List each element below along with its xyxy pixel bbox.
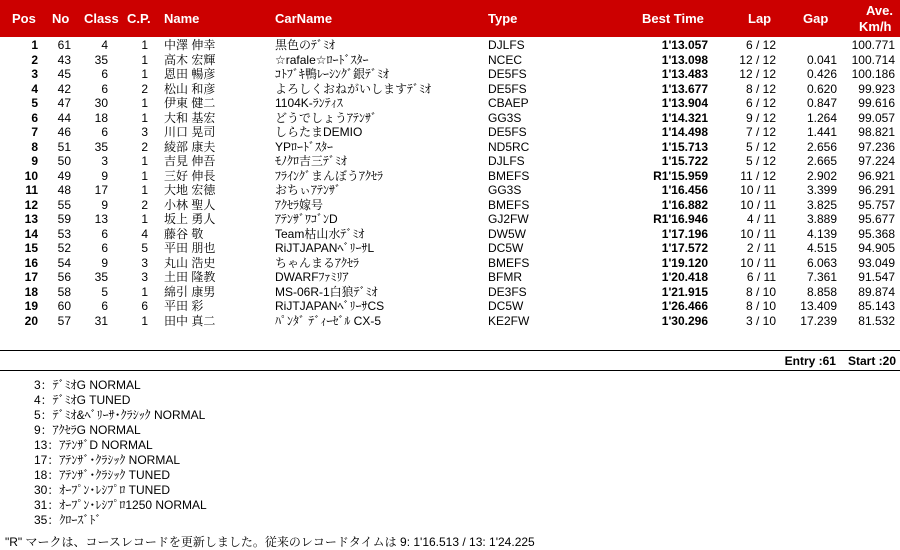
average-speed-cell: 96.921 <box>858 168 895 183</box>
driver-name-cell: 田中 真二 <box>164 313 216 328</box>
car-type-cell: CBAEP <box>488 96 529 110</box>
class-legend-item: 31：ｵｰﾌﾟﾝ･ﾚｼﾌﾟﾛ1250 NORMAL <box>34 498 207 512</box>
best-time-cell: 1'13.904 <box>661 96 708 110</box>
class-position-cell: 1 <box>141 96 148 110</box>
lap-cell: 12 / 12 <box>739 52 776 67</box>
class-cell: 35 <box>94 139 108 154</box>
car-type-cell: DC5W <box>488 241 524 255</box>
average-speed-cell: 99.923 <box>858 81 895 96</box>
average-speed-cell: 97.224 <box>858 154 895 168</box>
gap-cell: 0.847 <box>806 96 837 110</box>
class-cell: 9 <box>101 197 108 212</box>
header-gap: Gap <box>803 11 829 26</box>
position-cell: 5 <box>31 96 38 110</box>
class-legend-item: 3：ﾃﾞﾐｵG NORMAL <box>34 378 141 392</box>
lap-cell: 6 / 12 <box>745 96 776 110</box>
car-number-cell: 51 <box>57 139 71 154</box>
gap-cell: 2.656 <box>806 139 837 154</box>
average-speed-cell: 93.049 <box>858 255 895 270</box>
class-cell: 35 <box>94 52 108 67</box>
table-row <box>0 299 900 314</box>
driver-name-cell: 三好 伸長 <box>164 168 216 183</box>
driver-name-cell: 伊東 健二 <box>164 96 216 110</box>
car-type-cell: DE5FS <box>488 67 527 81</box>
header-cp: C.P. <box>127 11 151 26</box>
table-row <box>0 227 900 242</box>
best-time-cell: 1'19.120 <box>661 255 708 270</box>
driver-name-cell: 川口 晃司 <box>164 125 216 139</box>
table-row <box>0 169 900 184</box>
table-row <box>0 314 900 329</box>
header-lap: Lap <box>748 11 772 26</box>
header-name: Name <box>164 11 200 26</box>
best-time-cell: 1'16.882 <box>661 197 708 212</box>
driver-name-cell: 藤谷 敬 <box>164 226 204 241</box>
header-type: Type <box>488 11 518 26</box>
driver-name-cell: 坂上 勇人 <box>164 212 216 226</box>
average-speed-cell: 98.821 <box>858 125 895 139</box>
car-number-cell: 46 <box>57 125 71 139</box>
car-type-cell: DC5W <box>488 299 524 313</box>
best-time-cell: 1'17.572 <box>661 241 708 255</box>
car-number-cell: 60 <box>57 299 71 313</box>
results-table <box>0 38 900 328</box>
lap-cell: 12 / 12 <box>739 67 776 81</box>
gap-cell: 2.665 <box>806 154 837 168</box>
average-speed-cell: 100.186 <box>851 67 895 81</box>
driver-name-cell: 大地 宏徳 <box>164 183 216 197</box>
class-cell: 6 <box>101 67 108 81</box>
class-cell: 6 <box>101 241 108 255</box>
header-class: Class <box>84 11 119 26</box>
car-number-cell: 42 <box>57 81 71 96</box>
position-cell: 10 <box>24 168 38 183</box>
driver-name-cell: 高木 宏輝 <box>164 52 216 67</box>
car-name-cell: よろしくおねがいしますﾃﾞﾐｵ <box>275 81 432 96</box>
average-speed-cell: 95.757 <box>858 197 895 212</box>
average-speed-cell: 99.057 <box>858 110 895 125</box>
class-position-cell: 3 <box>141 255 148 270</box>
best-time-cell: 1'13.098 <box>661 52 708 67</box>
gap-cell: 13.409 <box>800 299 837 313</box>
car-name-cell: ちゃんまるｱｸｾﾗ <box>275 255 360 270</box>
table-row <box>0 38 900 53</box>
car-number-cell: 47 <box>57 96 71 110</box>
position-cell: 2 <box>31 52 38 67</box>
class-cell: 6 <box>101 81 108 96</box>
position-cell: 14 <box>24 226 38 241</box>
table-row <box>0 256 900 271</box>
class-legend <box>34 378 207 528</box>
car-name-cell: ﾓﾉｸﾛ吉三ﾃﾞﾐｵ <box>275 154 348 168</box>
class-cell: 4 <box>101 38 108 52</box>
class-cell: 9 <box>101 168 108 183</box>
driver-name-cell: 綾部 康夫 <box>164 139 216 154</box>
car-name-cell: RiJTJAPANﾍﾞﾘｰｻCS <box>275 299 385 313</box>
header-kmh: Km/h <box>859 19 892 34</box>
car-number-cell: 61 <box>57 38 71 52</box>
class-position-cell: 3 <box>141 125 148 139</box>
gap-cell: 1.441 <box>806 125 837 139</box>
class-cell: 9 <box>101 255 108 270</box>
best-time-cell: 1'15.713 <box>661 139 708 154</box>
table-row <box>0 53 900 68</box>
driver-name-cell: 大和 基宏 <box>164 110 216 125</box>
gap-cell: 3.889 <box>806 212 837 226</box>
gap-cell: 3.399 <box>806 183 837 197</box>
best-time-cell: 1'20.418 <box>661 270 708 284</box>
lap-cell: 6 / 11 <box>746 270 776 284</box>
class-cell: 18 <box>94 110 108 125</box>
gap-cell: 2.902 <box>806 168 837 183</box>
class-legend-item: 9：ｱｸｾﾗG NORMAL <box>34 423 141 437</box>
average-speed-cell: 100.714 <box>851 52 895 67</box>
average-speed-cell: 96.291 <box>858 183 895 197</box>
header-carname: CarName <box>275 11 333 26</box>
class-position-cell: 2 <box>141 81 148 96</box>
class-position-cell: 2 <box>141 197 148 212</box>
car-name-cell: 1104K-ﾗﾝﾃｨｽ <box>275 96 343 110</box>
start-count: Start :20 <box>847 354 896 368</box>
gap-cell: 0.041 <box>806 52 837 67</box>
car-type-cell: GG3S <box>488 183 522 197</box>
car-number-cell: 43 <box>57 52 71 67</box>
position-cell: 9 <box>31 154 38 168</box>
car-name-cell: どうでしょうｱﾃﾝｻﾞ <box>275 110 378 125</box>
driver-name-cell: 丸山 浩史 <box>164 255 216 270</box>
summary-bottom-rule <box>0 370 900 371</box>
class-cell: 3 <box>101 154 108 168</box>
best-time-cell: 1'13.483 <box>661 67 708 81</box>
class-cell: 35 <box>94 270 108 284</box>
class-cell: 6 <box>101 125 108 139</box>
best-time-cell: R1'15.959 <box>653 168 708 183</box>
class-position-cell: 5 <box>141 241 148 255</box>
class-position-cell: 1 <box>141 183 148 197</box>
lap-cell: 10 / 11 <box>740 183 776 197</box>
class-position-cell: 1 <box>141 154 148 168</box>
class-position-cell: 4 <box>141 226 148 241</box>
table-row <box>0 96 900 111</box>
class-cell: 5 <box>101 284 108 299</box>
car-type-cell: KE2FW <box>488 313 530 328</box>
best-time-cell: 1'30.296 <box>661 313 708 328</box>
car-name-cell: ｺﾄﾌﾞｷ鴨ﾚｰｼﾝｸﾞ銀ﾃﾞﾐｵ <box>275 67 390 81</box>
average-speed-cell: 94.905 <box>858 241 895 255</box>
position-cell: 13 <box>24 212 38 226</box>
best-time-cell: 1'16.456 <box>661 183 708 197</box>
lap-cell: 6 / 12 <box>745 38 776 52</box>
car-type-cell: DE5FS <box>488 125 527 139</box>
gap-cell: 4.139 <box>806 226 837 241</box>
best-time-cell: 1'13.677 <box>661 81 708 96</box>
gap-cell: 1.264 <box>806 110 837 125</box>
class-position-cell: 1 <box>141 67 148 81</box>
class-position-cell: 1 <box>141 313 148 328</box>
car-name-cell: おちぃｱﾃﾝｻﾞ <box>275 183 342 197</box>
car-number-cell: 56 <box>57 270 71 284</box>
lap-cell: 10 / 11 <box>740 197 776 212</box>
class-cell: 30 <box>94 96 108 110</box>
driver-name-cell: 土田 隆教 <box>164 270 216 284</box>
class-cell: 6 <box>101 226 108 241</box>
table-row <box>0 212 900 227</box>
class-position-cell: 1 <box>141 110 148 125</box>
car-type-cell: DW5W <box>488 226 526 241</box>
class-position-cell: 1 <box>141 212 148 226</box>
car-name-cell: ☆rafale☆ﾛｰﾄﾞｽﾀｰ <box>275 52 369 67</box>
header-best-time: Best Time <box>642 11 704 26</box>
driver-name-cell: 松山 和彦 <box>164 81 216 96</box>
car-name-cell: ｱｸｾﾗ嫁号 <box>275 197 324 212</box>
car-number-cell: 48 <box>57 183 71 197</box>
table-row <box>0 140 900 155</box>
table-row <box>0 67 900 82</box>
car-type-cell: BFMR <box>488 270 522 284</box>
best-time-cell: 1'13.057 <box>661 38 708 52</box>
position-cell: 11 <box>25 183 38 197</box>
gap-cell: 7.361 <box>806 270 837 284</box>
position-cell: 17 <box>24 270 38 284</box>
driver-name-cell: 小林 聖人 <box>164 197 216 212</box>
position-cell: 19 <box>24 299 38 313</box>
car-number-cell: 55 <box>57 197 71 212</box>
car-name-cell: 黒色のﾃﾞﾐｵ <box>275 38 336 52</box>
car-type-cell: ND5RC <box>488 139 530 154</box>
class-cell: 17 <box>94 183 108 197</box>
car-name-cell: MS-06R-1白狼ﾃﾞﾐｵ <box>275 284 378 299</box>
class-cell: 31 <box>94 313 108 328</box>
lap-cell: 11 / 12 <box>740 168 776 183</box>
class-cell: 6 <box>101 299 108 313</box>
car-name-cell: RiJTJAPANﾍﾞﾘｰｻL <box>275 241 375 255</box>
driver-name-cell: 恩田 暢彦 <box>164 67 216 81</box>
class-legend-item: 5：ﾃﾞﾐｵ&ﾍﾞﾘｰｻ･ｸﾗｼｯｸ NORMAL <box>34 408 206 422</box>
lap-cell: 8 / 10 <box>745 299 776 313</box>
average-speed-cell: 89.874 <box>858 284 895 299</box>
lap-cell: 5 / 12 <box>745 154 776 168</box>
gap-cell: 6.063 <box>806 255 837 270</box>
position-cell: 1 <box>31 38 38 52</box>
record-note: "R" マークは、コースレコードを更新しました。従来のレコードタイムは 9: 1'16.513 / 13: 1'24.225 <box>5 535 535 549</box>
class-position-cell: 1 <box>141 284 148 299</box>
lap-cell: 7 / 12 <box>745 125 776 139</box>
lap-cell: 10 / 11 <box>740 255 776 270</box>
class-legend-item: 35：ｸﾛｰｽﾞﾄﾞ <box>34 513 102 527</box>
average-speed-cell: 85.143 <box>858 299 895 313</box>
gap-cell: 8.858 <box>806 284 837 299</box>
class-position-cell: 1 <box>141 52 148 67</box>
driver-name-cell: 平田 朋也 <box>164 241 216 255</box>
lap-cell: 10 / 11 <box>740 226 776 241</box>
table-row <box>0 82 900 97</box>
class-legend-item: 30：ｵｰﾌﾟﾝ･ﾚｼﾌﾟﾛ TUNED <box>34 483 171 497</box>
class-legend-item: 18：ｱﾃﾝｻﾞ･ｸﾗｼｯｸ TUNED <box>34 468 171 482</box>
best-time-cell: 1'21.915 <box>661 284 708 299</box>
class-legend-item: 13：ｱﾃﾝｻﾞD NORMAL <box>34 438 153 452</box>
average-speed-cell: 91.547 <box>858 270 895 284</box>
car-name-cell: YPﾛｰﾄﾞｽﾀｰ <box>275 139 334 154</box>
car-name-cell: DWARFﾌｧﾐﾘｱ <box>275 270 349 284</box>
position-cell: 4 <box>31 81 38 96</box>
class-position-cell: 1 <box>141 168 148 183</box>
position-cell: 3 <box>31 67 38 81</box>
position-cell: 8 <box>31 139 38 154</box>
entry-start-summary <box>773 354 896 368</box>
car-type-cell: DE3FS <box>488 284 527 299</box>
car-number-cell: 53 <box>57 226 71 241</box>
table-row <box>0 285 900 300</box>
position-cell: 15 <box>24 241 38 255</box>
best-time-cell: 1'17.196 <box>661 226 708 241</box>
driver-name-cell: 中澤 伸幸 <box>164 38 216 52</box>
gap-cell: 0.620 <box>806 81 837 96</box>
car-number-cell: 59 <box>57 212 71 226</box>
position-cell: 7 <box>31 125 38 139</box>
lap-cell: 9 / 12 <box>745 110 776 125</box>
table-row <box>0 241 900 256</box>
lap-cell: 2 / 11 <box>746 241 776 255</box>
gap-cell: 17.239 <box>800 313 837 328</box>
car-type-cell: NCEC <box>488 52 523 67</box>
best-time-cell: 1'14.498 <box>661 125 708 139</box>
car-type-cell: DJLFS <box>488 38 525 52</box>
car-type-cell: BMEFS <box>488 255 530 270</box>
position-cell: 6 <box>31 110 38 125</box>
position-cell: 20 <box>24 313 38 328</box>
car-number-cell: 44 <box>57 110 71 125</box>
table-row <box>0 198 900 213</box>
header-no: No <box>52 11 70 26</box>
lap-cell: 8 / 12 <box>745 81 776 96</box>
gap-cell: 4.515 <box>806 241 837 255</box>
lap-cell: 5 / 12 <box>745 139 776 154</box>
entry-count: Entry :61 <box>784 354 836 368</box>
gap-cell: 3.825 <box>806 197 837 212</box>
class-position-cell: 2 <box>141 139 148 154</box>
header-pos: Pos <box>12 11 36 26</box>
class-position-cell: 1 <box>141 38 148 52</box>
car-type-cell: GG3S <box>488 110 522 125</box>
header-ave: Ave. <box>866 3 893 18</box>
table-row <box>0 183 900 198</box>
position-cell: 18 <box>24 284 38 299</box>
car-number-cell: 54 <box>57 255 71 270</box>
car-name-cell: しらたまDEMIO <box>275 125 363 139</box>
car-name-cell: ﾊﾟﾝﾀﾞ ﾃﾞｨｰｾﾞﾙ CX-5 <box>275 313 382 328</box>
best-time-cell: 1'14.321 <box>661 110 708 125</box>
class-position-cell: 6 <box>141 299 148 313</box>
car-type-cell: GJ2FW <box>488 212 529 226</box>
car-number-cell: 52 <box>57 241 71 255</box>
table-row <box>0 111 900 126</box>
car-type-cell: DE5FS <box>488 81 527 96</box>
car-number-cell: 49 <box>57 168 71 183</box>
lap-cell: 4 / 11 <box>746 212 776 226</box>
driver-name-cell: 平田 彩 <box>164 299 204 313</box>
car-type-cell: BMEFS <box>488 197 530 212</box>
average-speed-cell: 81.532 <box>858 313 895 328</box>
car-type-cell: DJLFS <box>488 154 525 168</box>
car-type-cell: BMEFS <box>488 168 530 183</box>
driver-name-cell: 綿引 康男 <box>164 284 216 299</box>
average-speed-cell: 95.368 <box>858 226 895 241</box>
table-row <box>0 154 900 169</box>
table-row <box>0 125 900 140</box>
best-time-cell: R1'16.946 <box>653 212 708 226</box>
class-legend-item: 4：ﾃﾞﾐｵG TUNED <box>34 393 131 407</box>
table-row <box>0 270 900 285</box>
average-speed-cell: 99.616 <box>858 96 895 110</box>
lap-cell: 3 / 10 <box>745 313 776 328</box>
average-speed-cell: 97.236 <box>858 139 895 154</box>
best-time-cell: 1'26.466 <box>661 299 708 313</box>
car-name-cell: Team枯山水ﾃﾞﾐｵ <box>275 226 365 241</box>
car-number-cell: 45 <box>57 67 71 81</box>
class-position-cell: 3 <box>141 270 148 284</box>
position-cell: 16 <box>24 255 38 270</box>
results-header <box>0 0 900 37</box>
average-speed-cell: 100.771 <box>851 38 895 52</box>
car-name-cell: ﾌﾗｲﾝｸﾞまんぼうｱｸｾﾗ <box>275 168 384 183</box>
table-bottom-rule <box>0 350 900 351</box>
car-name-cell: ｱﾃﾝｻﾞﾜｺﾞﾝD <box>275 212 338 226</box>
driver-name-cell: 吉見 伸吾 <box>164 154 216 168</box>
class-legend-item: 17：ｱﾃﾝｻﾞ･ｸﾗｼｯｸ NORMAL <box>34 453 181 467</box>
gap-cell: 0.426 <box>806 67 837 81</box>
average-speed-cell: 95.677 <box>858 212 895 226</box>
best-time-cell: 1'15.722 <box>661 154 708 168</box>
position-cell: 12 <box>24 197 38 212</box>
lap-cell: 8 / 10 <box>745 284 776 299</box>
car-number-cell: 58 <box>57 284 71 299</box>
class-cell: 13 <box>94 212 108 226</box>
car-number-cell: 50 <box>57 154 71 168</box>
car-number-cell: 57 <box>57 313 71 328</box>
